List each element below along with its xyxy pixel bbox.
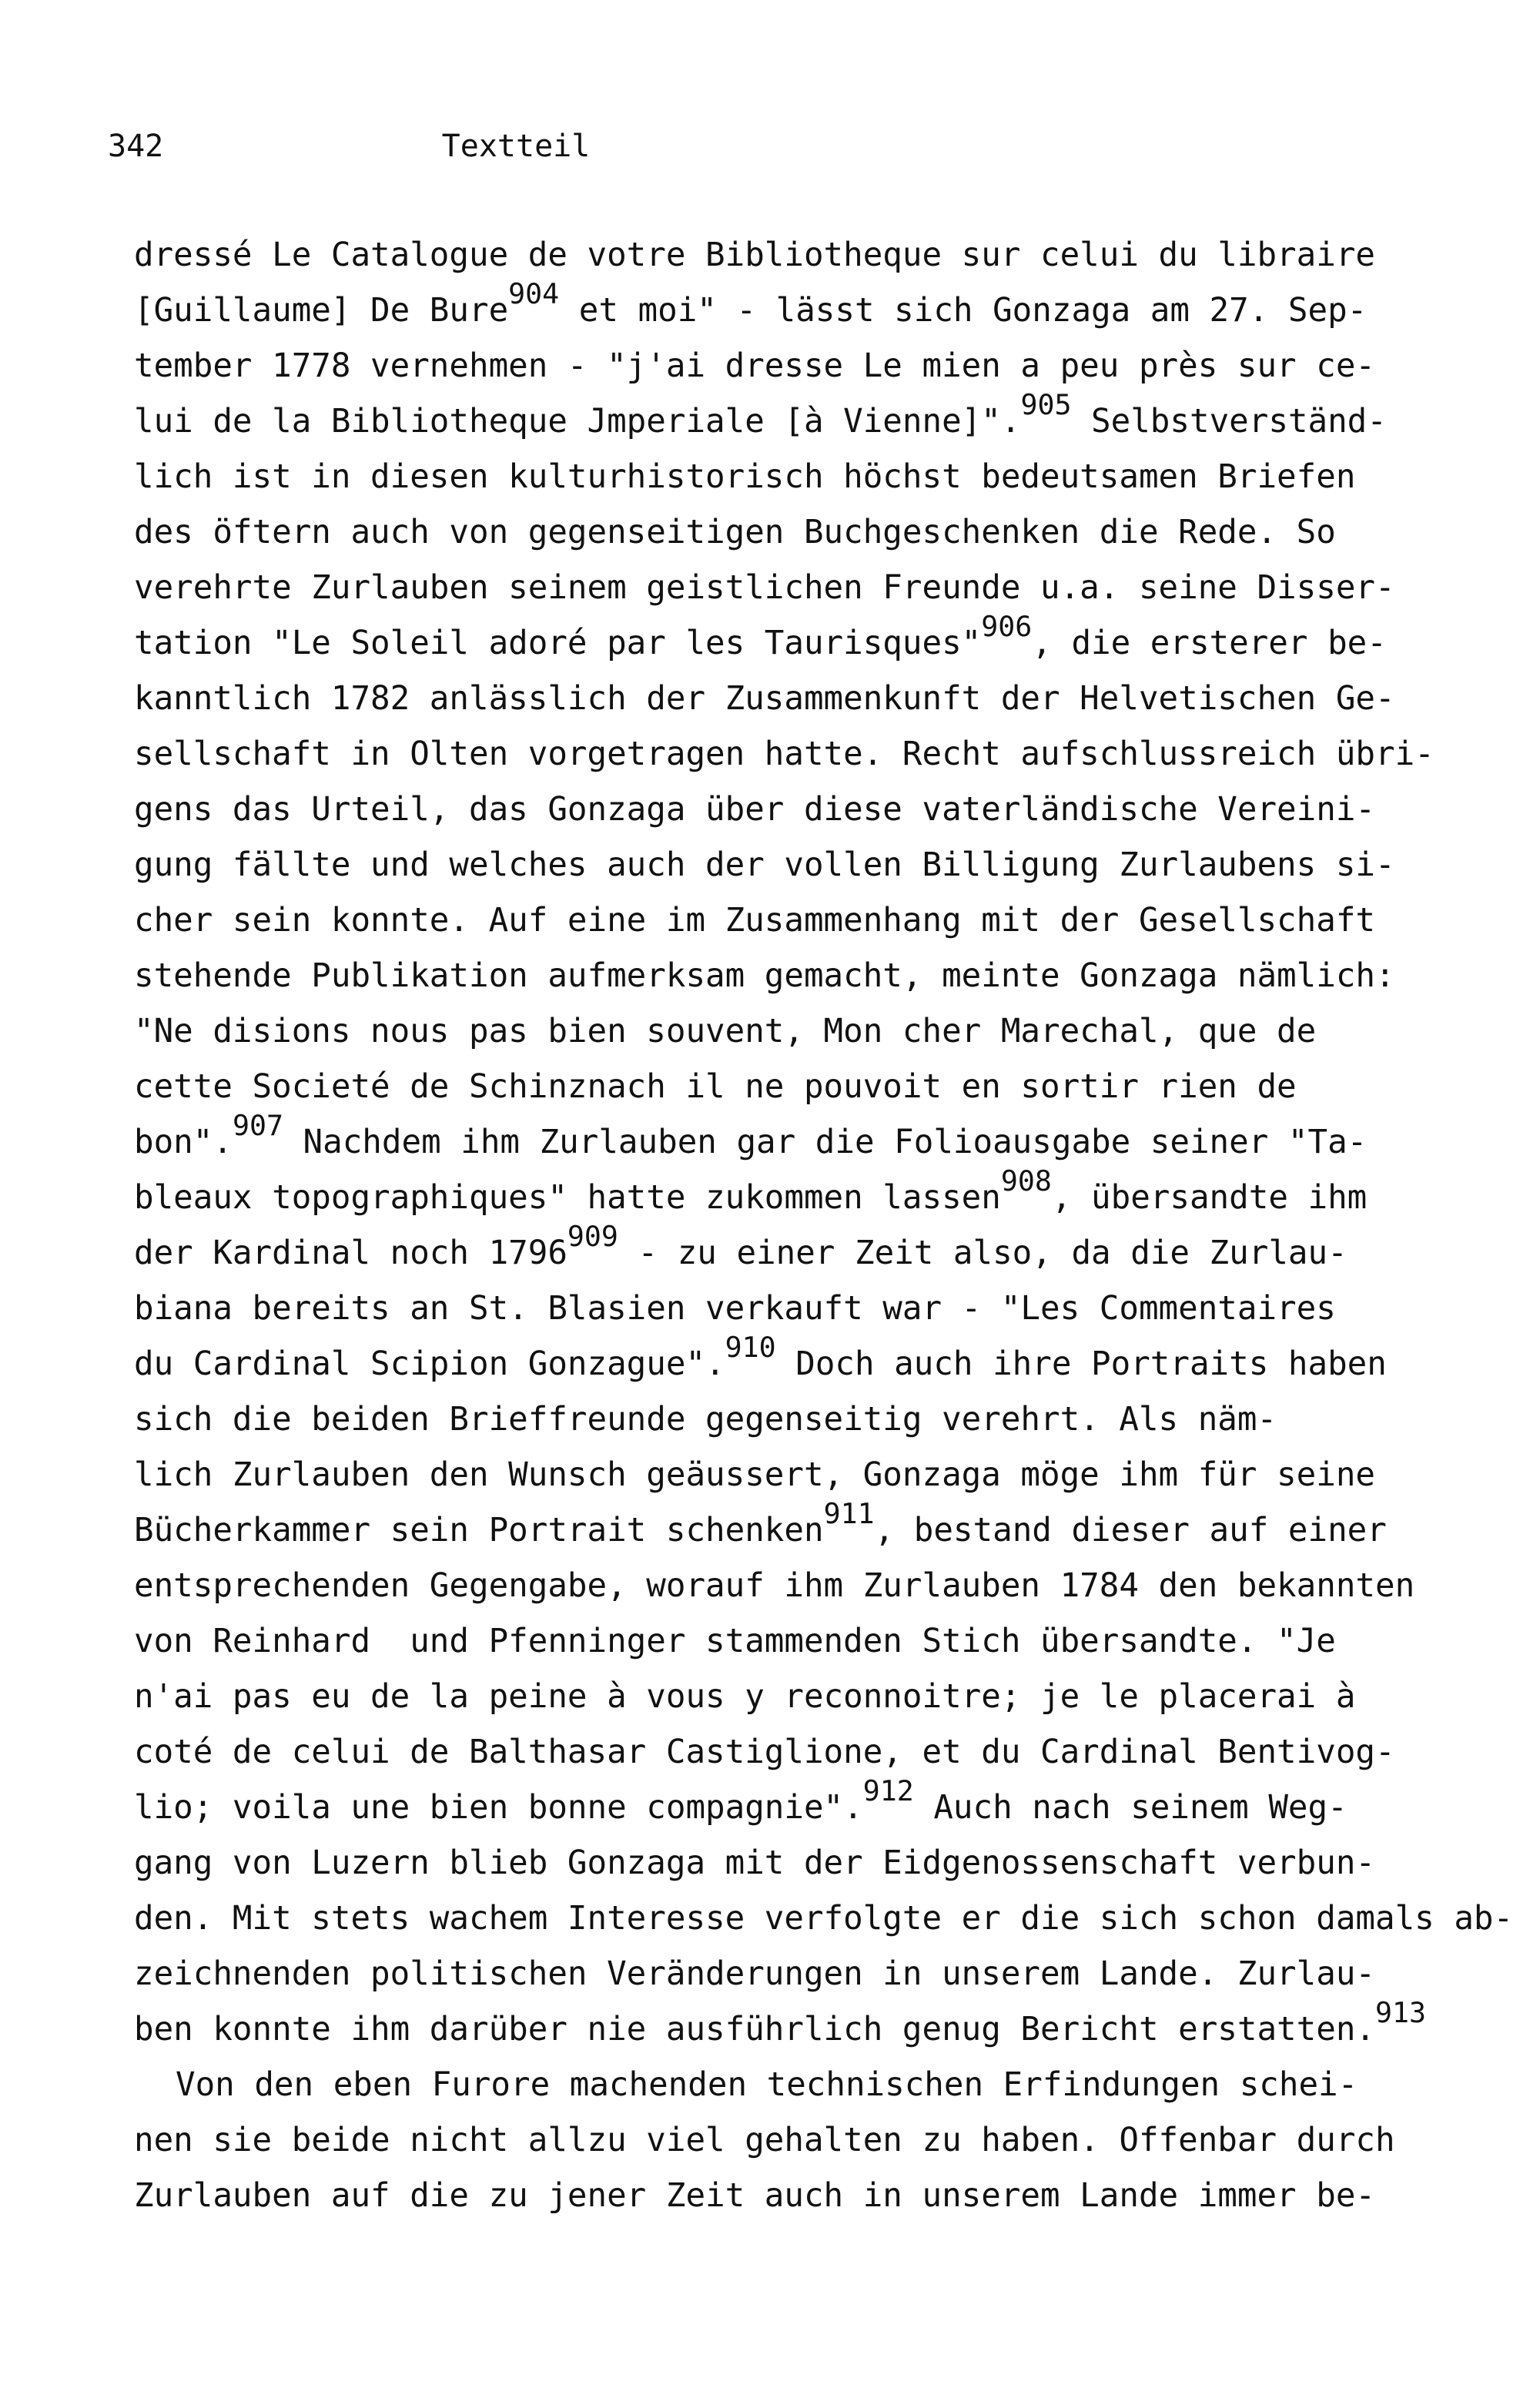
text-line [134,672,1520,727]
text-line [134,1497,1520,1559]
text-line [134,277,1520,339]
text-run: entsprechenden Gegengabe, worauf ihm Zurlauben 1784 den bekannten [134,1567,1415,1605]
text-line [134,1947,1520,2002]
footnote-marker: 911 [823,1497,875,1531]
footnote-marker: 907 [232,1109,283,1143]
text-run: "Ne disions nous pas bien souvent, Mon cher Marechal, que de [134,1013,1317,1050]
text-run: tember 1778 vernehmen - "j'ai dresse Le mien a peu près sur ce- [134,347,1375,385]
text-run: , die ersterer be- [1032,625,1387,662]
text-run: der Kardinal noch 1796 [134,1234,567,1272]
text-run: du Cardinal Scipion Gonzague". [134,1345,725,1383]
page-number: 342 [108,129,164,164]
footnote-marker: 910 [725,1331,776,1365]
text-run: ben konnte ihm darüber nie ausführlich genug Bericht erstatten. [134,2011,1375,2048]
text-line [134,949,1520,1004]
text-line [134,2169,1520,2224]
text-run: Doch auch ihre Portraits haben [775,1345,1387,1383]
text-run: tation "Le Soleil adoré par les Taurisques" [134,625,982,662]
text-run: Auch nach seinem Weg- [913,1789,1348,1827]
text-run: , bestand dieser auf einer [874,1512,1387,1549]
page-header [108,123,924,169]
text-run: Nachdem ihm Zurlauben gar die Folioausgabe seiner "Ta- [283,1124,1368,1161]
text-line [134,1331,1520,1392]
text-run: lio; voila une bien bonne compagnie". [134,1789,863,1827]
text-line [134,838,1520,893]
text-line [134,1109,1520,1171]
text-run: cher sein konnte. Auf eine im Zusammenhang mit der Gesellschaft [134,902,1375,940]
text-run: et moi" - lässt sich Gonzaga am 27. Sep- [559,292,1368,330]
text-run: verehrte Zurlauben seinem geistlichen Freunde u.a. seine Disser- [134,569,1395,607]
footnote-marker: 905 [1020,388,1072,422]
text-run: lui de la Bibliotheque Jmperiale [à Vienne]". [134,403,1021,440]
text-run: gens das Urteil, das Gonzaga über diese vaterländische Vereini- [134,791,1375,829]
text-run: sellschaft in Olten vorgetragen hatte. Recht aufschlussreich übri- [134,735,1435,773]
text-run: bleaux topographiques" hatte zukommen lassen [134,1179,1001,1217]
body-text [134,228,1520,2224]
text-run: kanntlich 1782 anlässlich der Zusammenkunft der Helvetischen Ge- [134,680,1395,718]
text-run: sich die beiden Brieffreunde gegenseitig verehrt. Als näm- [134,1401,1277,1439]
text-run: lich Zurlauben den Wunsch geäussert, Gonzaga möge ihm für seine [134,1456,1375,1494]
text-line [134,1774,1520,1836]
text-line [134,1448,1520,1503]
text-run: nen sie beide nicht allzu viel gehalten zu haben. Offenbar durch [134,2122,1395,2159]
text-line [134,1281,1520,1337]
text-line [134,1891,1520,1947]
text-run: den. Mit stets wachem Interesse verfolgte er die sich schon damals ab- [134,1900,1514,1938]
text-line [134,450,1520,505]
footnote-marker: 904 [508,277,560,311]
text-run: gang von Luzern blieb Gonzaga mit der Eidgenossenschaft verbun- [134,1844,1375,1882]
text-run: biana bereits an St. Blasien verkauft war - "Les Commentaires [134,1290,1336,1328]
text-run: , übersandte ihm [1051,1179,1368,1217]
text-line [134,782,1520,838]
text-run: Von den eben Furore machenden technischen Erfindungen schei- [176,2066,1358,2104]
footnote-marker: 909 [567,1220,618,1254]
text-line [134,1164,1520,1226]
running-title: Textteil [441,129,591,164]
text-line [134,1392,1520,1448]
text-line [134,1670,1520,1725]
text-run: des öftern auch von gegenseitigen Buchgeschenken die Rede. So [134,514,1336,551]
text-line [134,505,1520,561]
footnote-marker: 906 [981,610,1033,644]
text-line [134,727,1520,782]
text-run: - zu einer Zeit also, da die Zurlau- [618,1234,1348,1272]
footnote-marker: 913 [1375,1996,1427,2030]
text-line [134,1220,1520,1281]
footnote-marker: 908 [1000,1164,1052,1198]
text-line [134,2058,1520,2113]
text-line [134,1725,1520,1780]
text-run: Selbstverständ- [1071,403,1387,440]
text-line [134,1996,1520,2058]
text-line [134,610,1520,672]
text-run: coté de celui de Balthasar Castiglione, et du Cardinal Bentivog- [134,1733,1395,1771]
text-run: gung fällte und welches auch der vollen Billigung Zurlaubens si- [134,846,1395,884]
footnote-marker: 912 [862,1774,914,1808]
text-run: Zurlauben auf die zu jener Zeit auch in unserem Lande immer be- [134,2177,1375,2215]
text-run: lich ist in diesen kulturhistorisch höchst bedeutsamen Briefen [134,458,1356,496]
text-run: n'ai pas eu de la peine à vous y reconnoitre; je le placerai à [134,1678,1356,1716]
text-line [134,893,1520,949]
text-line [134,561,1520,616]
text-line [134,1614,1520,1670]
text-run: [Guillaume] De Bure [134,292,509,330]
text-run: dressé Le Catalogue de votre Bibliotheque sur celui du libraire [134,236,1375,274]
text-line [134,228,1520,283]
text-line [134,388,1520,450]
text-line [134,1004,1520,1060]
text-line [134,2113,1520,2169]
text-line [134,1559,1520,1614]
text-run: cette Societé de Schinznach il ne pouvoit en sortir rien de [134,1068,1297,1106]
text-run: zeichnenden politischen Veränderungen in unserem Lande. Zurlau- [134,1955,1375,1993]
text-line [134,1060,1520,1115]
text-run: stehende Publikation aufmerksam gemacht, meinte Gonzaga nämlich: [134,957,1395,995]
text-run: Bücherkammer sein Portrait schenken [134,1512,824,1549]
text-line [134,1836,1520,1891]
text-line [134,339,1520,394]
text-run: von Reinhard und Pfenninger stammenden Stich übersandte. "Je [134,1623,1336,1660]
text-run: bon". [134,1124,233,1161]
